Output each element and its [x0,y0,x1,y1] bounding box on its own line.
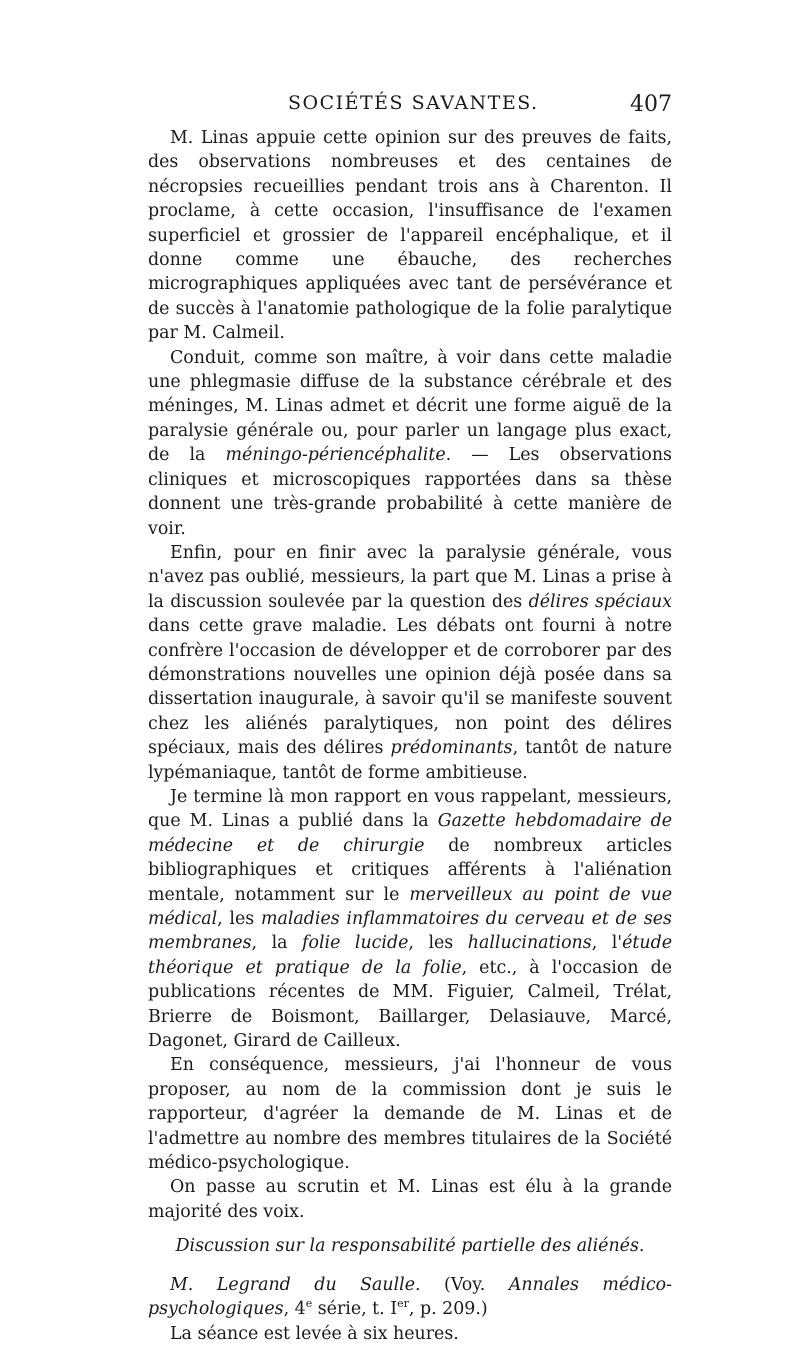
text-run: Je termine là mon rapport en vous rappelant, messieurs, que M. Linas a publié dans la [148,786,672,832]
paragraph-4 [148,785,672,1053]
italic-title: folie lucide [302,933,409,954]
text-run: , tantôt de nature lypémaniaque, tantôt de forme ambitieuse. [148,738,672,783]
text-run: de nombreux articles bibliographiques et critiques afférents à l'aliénation mentale, notamment sur le [148,835,672,905]
text-run: , les [217,909,261,929]
reference-line [148,1273,672,1322]
text-run: , 4 [283,1299,306,1320]
italic-title: merveilleux au point de vue médical [148,884,672,929]
italic-term: délires spéciaux [528,591,672,612]
author-name: M. Legrand du Saulle. [170,1274,421,1295]
page-number: 407 [630,92,672,117]
italic-title: Gazette hebdomadaire de médecine et de chirurgie [148,811,672,856]
paragraph-2 [148,346,672,541]
text-run: Conduit, comme son maître, à voir dans cette maladie une phlegmasie diffuse de la substance cérébrale et des méninges, M. Linas admet et décrit une forme aiguë de la paralysie générale ou, pour parler un langage plus exact, de la [148,347,672,466]
superscript: er [397,1297,409,1311]
italic-title: maladies inflammatoires du cerveau et de ses membranes [148,909,672,954]
text-run: Enfin, pour en finir avec la paralysie générale, vous n'avez pas oublié, messieurs, la part que M. Linas a prise à la discussion soulevée par la question des [148,542,672,612]
journal-title: Annales médico-psychologiques [148,1274,672,1320]
text-run: , p. 209.) [408,1299,488,1320]
text-run: dans cette grave maladie. Les débats ont fourni à notre confrère l'occasion de développer et de corroborer par des démonstrations nouvelles une opinion déjà posée dans sa dissertation inaugurale, à savoir qu'il se manifeste souvent chez les aliénés paralytiques, non point des délires spéciaux, mais des délires [148,616,672,759]
section-heading: Discussion sur la responsabilité partielle des aliénés. [175,1236,645,1257]
text-run: (Voy. [420,1274,509,1295]
paragraph-1: M. Linas appuie cette opinion sur des preuves de faits, des observations nombreuses et des centaines de nécropsies recueillies pendant trois ans à Charenton. Il proclame, à cette occasion, l'insuffisance de l'examen superficiel et grossier de l'appareil encéphalique, et il donne comme une ébauche, des recherches micrographiques appliquées avec tant de persévérance et de succès à l'anatomie pathologique de la folie paralytique par M. Calmeil. [148,128,672,344]
text-run: série, t. I [312,1299,398,1320]
closing-line: La séance est levée à six heures. [170,1323,459,1344]
superscript: e [305,1297,313,1311]
italic-term: méningo-périencéphalite [225,445,446,466]
italic-title: hallucinations [467,933,592,954]
book-page [148,92,672,1346]
text-run: . — Les observations cliniques et microscopiques rapportées dans sa thèse donnent une très-grande probabilité à cette manière de voir. [148,445,672,539]
running-title: SOCIÉTÉS SAVANTES. [288,92,539,114]
page-header [148,92,672,126]
text-run: , les [408,933,468,954]
text-run: , la [251,933,303,954]
paragraph-5: En conséquence, messieurs, j'ai l'honneur de vous proposer, au nom de la commission dont je suis le rapporteur, d'agréer la demande de M. Linas et de l'admettre au nombre des membres titulaires de la Société médico-psychologique. [148,1055,672,1174]
paragraph-6: On passe au scrutin et M. Linas est élu à la grande majorité des voix. [148,1177,672,1222]
text-run: , etc., à l'occasion de publications récentes de MM. Figuier, Calmeil, Trélat, Brierre de Boismont, Baillarger, Delasiauve, Marcé, Dagonet, Girard de Cailleux. [148,957,672,1052]
paragraph-3 [148,541,672,785]
italic-title: étude théorique et pratique de la folie [148,933,672,978]
italic-term: prédominants [390,738,513,759]
text-run: , l' [591,933,623,954]
